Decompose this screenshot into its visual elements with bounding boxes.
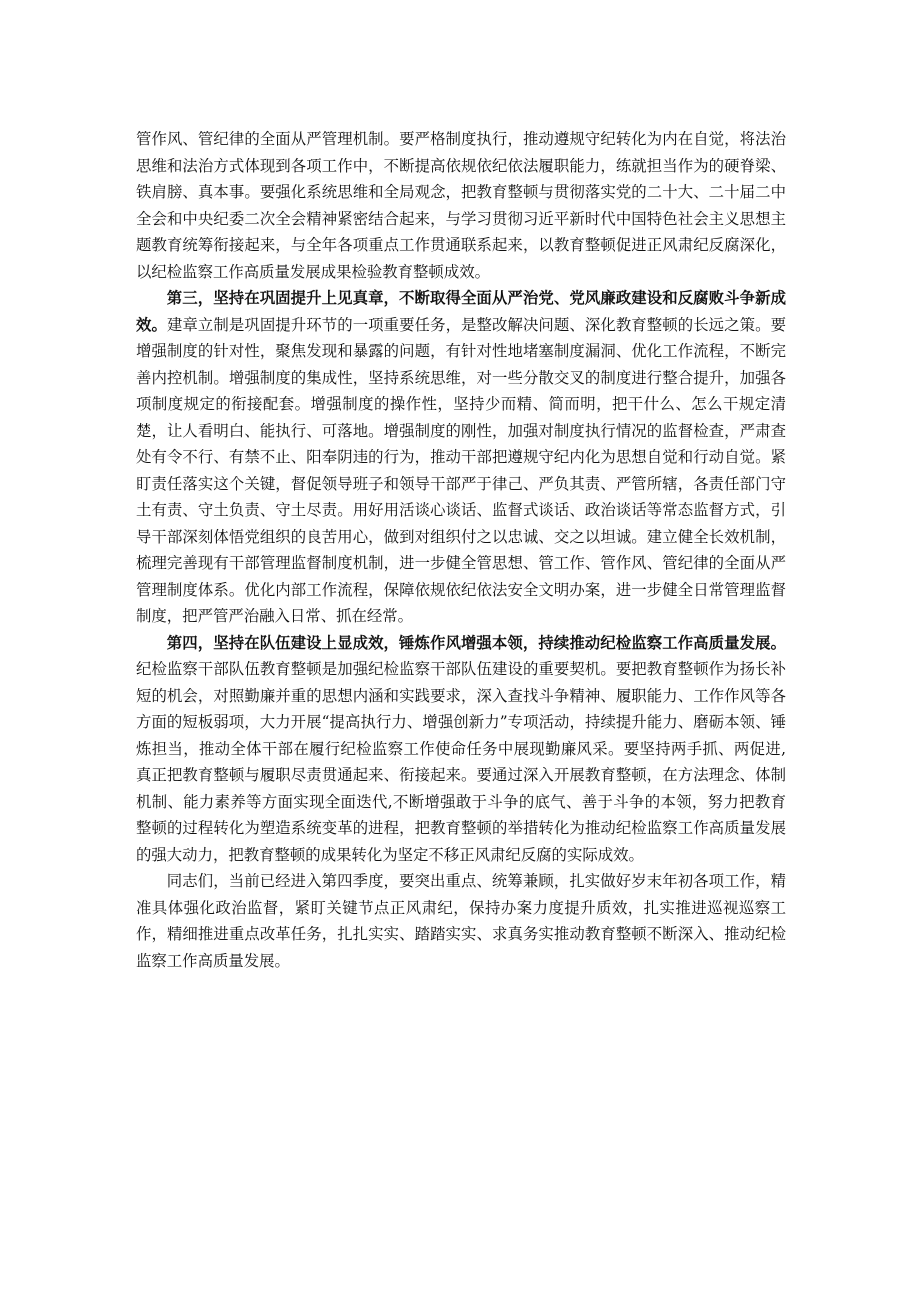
paragraph-text: 管作风、管纪律的全面从严管理机制。要严格制度执行，推动遵规守纪转化为内在自觉，将法治思维和法治方式体现到各项工作中，不断提高依规依纪依法履职能力，练就担当作为的硬脊梁、铁肩膀、真本事。要强化系统思维和全局观念，把教育整顿与贯彻落实党的二十大、二十届二中全会和中央纪委二次全会精神紧密结合起来，与学习贯彻习近平新时代中国特色社会主义思想主题教育统筹衔接起来，与全年各项重点工作贯通联系起来，以教育整顿促进正风肃纪反腐深化，以纪检监察工作高质量发展成果检验教育整顿成效。 bbox=[136, 130, 786, 281]
paragraph-closing bbox=[136, 868, 786, 974]
paragraph-heading: 第四，坚持在队伍建设上显成效，锤炼作风增强本领，持续推动纪检监察工作高质量发展。 bbox=[166, 633, 786, 652]
paragraph-continuation bbox=[136, 126, 786, 285]
paragraph-text: 建章立制是巩固提升环节的一项重要任务，是整改解决问题、深化教育整顿的长远之策。要增强制度的针对性，聚焦发现和暴露的问题，有针对性地堵塞制度漏洞、优化工作流程，不断完善内控机制。增强制度的集成性，坚持系统思维，对一些分散交叉的制度进行整合提升，加强各项制度规定的衔接配套。增强制度的操作性，坚持少而精、简而明，把干什么、怎么干规定清楚，让人看明白、能执行、可落地。增强制度的刚性，加强对制度执行情况的监督检查，严肃查处有令不行、有禁不止、阳奉阴违的行为，推动干部把遵规守纪内化为思想自觉和行动自觉。紧盯责任落实这个关键，督促领导班子和领导干部严于律己、严负其责、严管所辖，各责任部门守土有责、守土负责、守土尽责。用好用活谈心谈话、监督式谈话、政治谈话等常态监督方式，引导干部深刻体悟党组织的良苦用心，做到对组织付之以忠诚、交之以坦诚。建立健全长效机制，梳理完善现有干部管理监督制度机制，进一步健全管思想、管工作、管作风、管纪律的全面从严管理制度体系。优化内部工作流程，保障依规依纪依法安全文明办案，进一步健全日常管理监督制度，把严管严治融入日常、抓在经常。 bbox=[136, 315, 786, 625]
paragraph-text: 纪检监察干部队伍教育整顿是加强纪检监察干部队伍建设的重要契机。要把教育整顿作为扬长补短的机会，对照勤廉并重的思想内涵和实践要求，深入查找斗争精神、履职能力、工作作风等各方面的短板弱项，大力开展“提高执行力、增强创新力”专项活动，持续提升能力、磨砺本领、锤炼担当，推动全体干部在履行纪检监察工作使命任务中展现勤廉风采。要坚持两手抓、两促进,真正把教育整顿与履职尽责贯通起来、衔接起来。要通过深入开展教育整顿，在方法理念、体制机制、能力素养等方面实现全面迭代,不断增强敢于斗争的底气、善于斗争的本领，努力把教育整顿的过程转化为塑造系统变革的进程，把教育整顿的举措转化为推动纪检监察工作高质量发展的强大动力，把教育整顿的成果转化为坚定不移正风肃纪反腐的实际成效。 bbox=[136, 660, 786, 864]
paragraph-text: 同志们，当前已经进入第四季度，要突出重点、统筹兼顾，扎实做好岁末年初各项工作，精准具体强化政治监督，紧盯关键节点正风肃纪，保持办案力度提升质效，扎实推进巡视巡察工作，精细推进重点改革任务，扎扎实实、踏踏实实、求真务实推动教育整顿不断深入、推动纪检监察工作高质量发展。 bbox=[136, 872, 786, 970]
paragraph-third-point bbox=[136, 285, 786, 630]
paragraph-fourth-point bbox=[136, 630, 786, 869]
paragraph-heading: 第三，坚持在巩固提升上见真章，不断取得全面从严治党、党风廉政建设和反腐败斗争新成效。 bbox=[136, 289, 786, 334]
document-body bbox=[136, 126, 786, 974]
